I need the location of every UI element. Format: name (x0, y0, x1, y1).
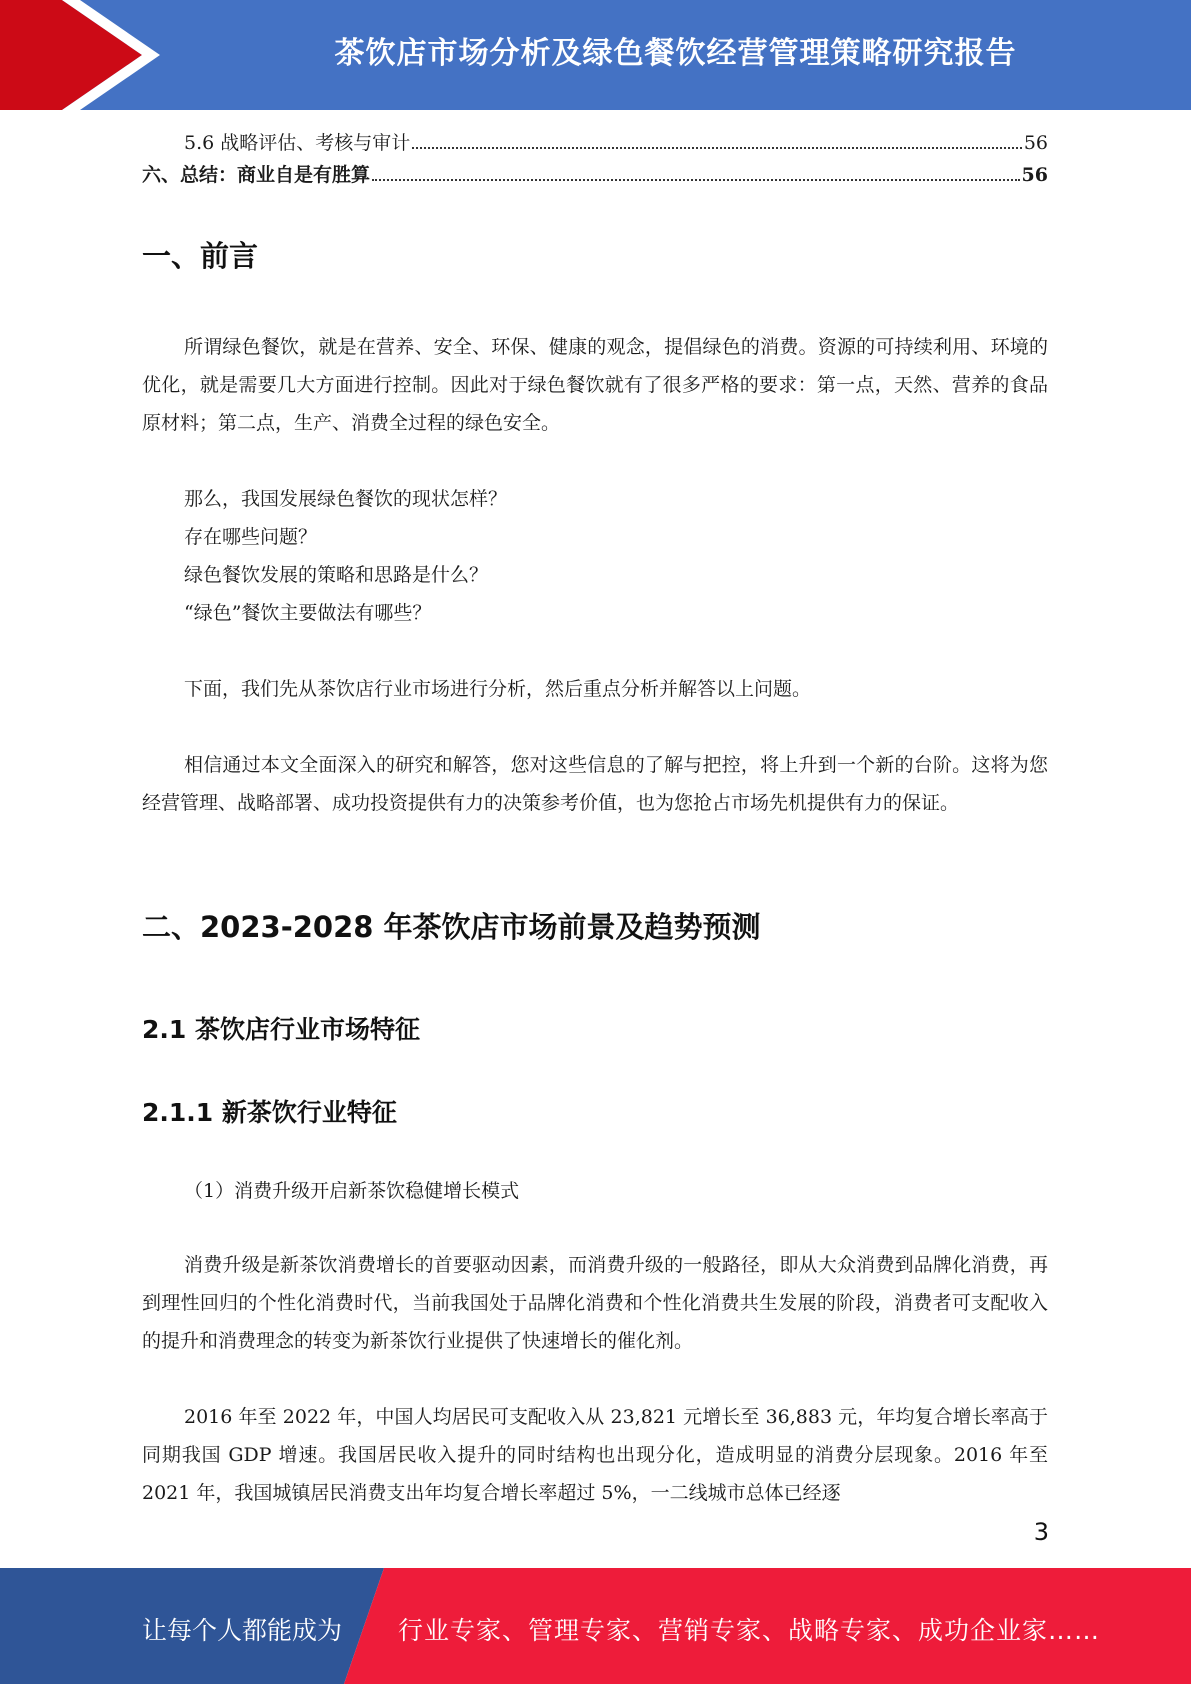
income-paragraph: 2016 年至 2022 年，中国人均居民可支配收入从 23,821 元增长至 36,883 元，年均复合增长率高于同期我国 GDP 增速。我国居民收入提升的同时结构也出现分化，造成明显的消费分层现象。2016 年至 2021 年，我国城镇居民消费支出年均复合增长率超过 5%，一二线城市总体已经逐 (142, 1406, 1048, 1504)
question-line-4: “绿色”餐饮主要做法有哪些？ (184, 602, 432, 624)
toc-leader-dots (372, 179, 1020, 181)
preface-heading: 一、前言 (142, 239, 259, 273)
chapter-2-heading: 二、2023-2028 年茶饮店市场前景及趋势预测 (142, 910, 761, 944)
page-footer (0, 1568, 1191, 1684)
toc-entry-title: 5.6 战略评估、考核与审计 (184, 132, 411, 154)
table-of-contents (142, 128, 1048, 192)
report-title: 茶饮店市场分析及绿色餐饮经营管理策略研究报告 (334, 36, 1017, 71)
footer-slogan-left: 让每个人都能成为 (142, 1616, 343, 1645)
list-item-1: （1）消费升级开启新茶饮稳健增长模式 (184, 1180, 520, 1202)
toc-leader-dots (412, 147, 1022, 149)
preface-paragraph-3: 相信通过本文全面深入的研究和解答，您对这些信息的了解与把控，将上升到一个新的台阶。这将为您经营管理、战略部署、成功投资提供有力的决策参考价值，也为您抢占市场先机提供有力的保证。 (142, 754, 1048, 814)
question-line-2: 存在哪些问题？ (184, 526, 318, 548)
question-line-1: 那么，我国发展绿色餐饮的现状怎样？ (184, 488, 508, 510)
toc-entry-title: 六、总结：商业自是有胜算 (142, 164, 371, 186)
toc-entry-page: 56 (1023, 132, 1048, 154)
section-2-1-1-heading: 2.1.1 新茶饮行业特征 (142, 1098, 397, 1127)
preface-paragraph-1: 所谓绿色餐饮，就是在营养、安全、环保、健康的观念，提倡绿色的消费。资源的可持续利用、环境的优化，就是需要几大方面进行控制。因此对于绿色餐饮就有了很多严格的要求：第一点，天然、营养的食品原材料；第二点，生产、消费全过程的绿色安全。 (142, 336, 1048, 434)
section-2-1-heading: 2.1 茶饮店行业市场特征 (142, 1015, 420, 1044)
toc-entry-page: 56 (1021, 164, 1048, 186)
toc-entry-5-6[interactable] (142, 128, 1048, 160)
toc-entry-chapter-6[interactable] (142, 160, 1048, 192)
footer-slogan-right: 行业专家、管理专家、营销专家、战略专家、成功企业家…… (398, 1616, 1101, 1645)
page-number: 3 (1033, 1518, 1049, 1546)
consumption-paragraph: 消费升级是新茶饮消费增长的首要驱动因素，而消费升级的一般路径，即从大众消费到品牌化消费，再到理性回归的个性化消费时代，当前我国处于品牌化消费和个性化消费共生发展的阶段，消费者可支配收入的提升和消费理念的转变为新茶饮行业提供了快速增长的催化剂。 (142, 1254, 1048, 1352)
question-line-3: 绿色餐饮发展的策略和思路是什么？ (184, 564, 489, 586)
page-header (0, 0, 1191, 110)
preface-paragraph-2: 下面，我们先从茶饮店行业市场进行分析，然后重点分析并解答以上问题。 (184, 678, 812, 700)
